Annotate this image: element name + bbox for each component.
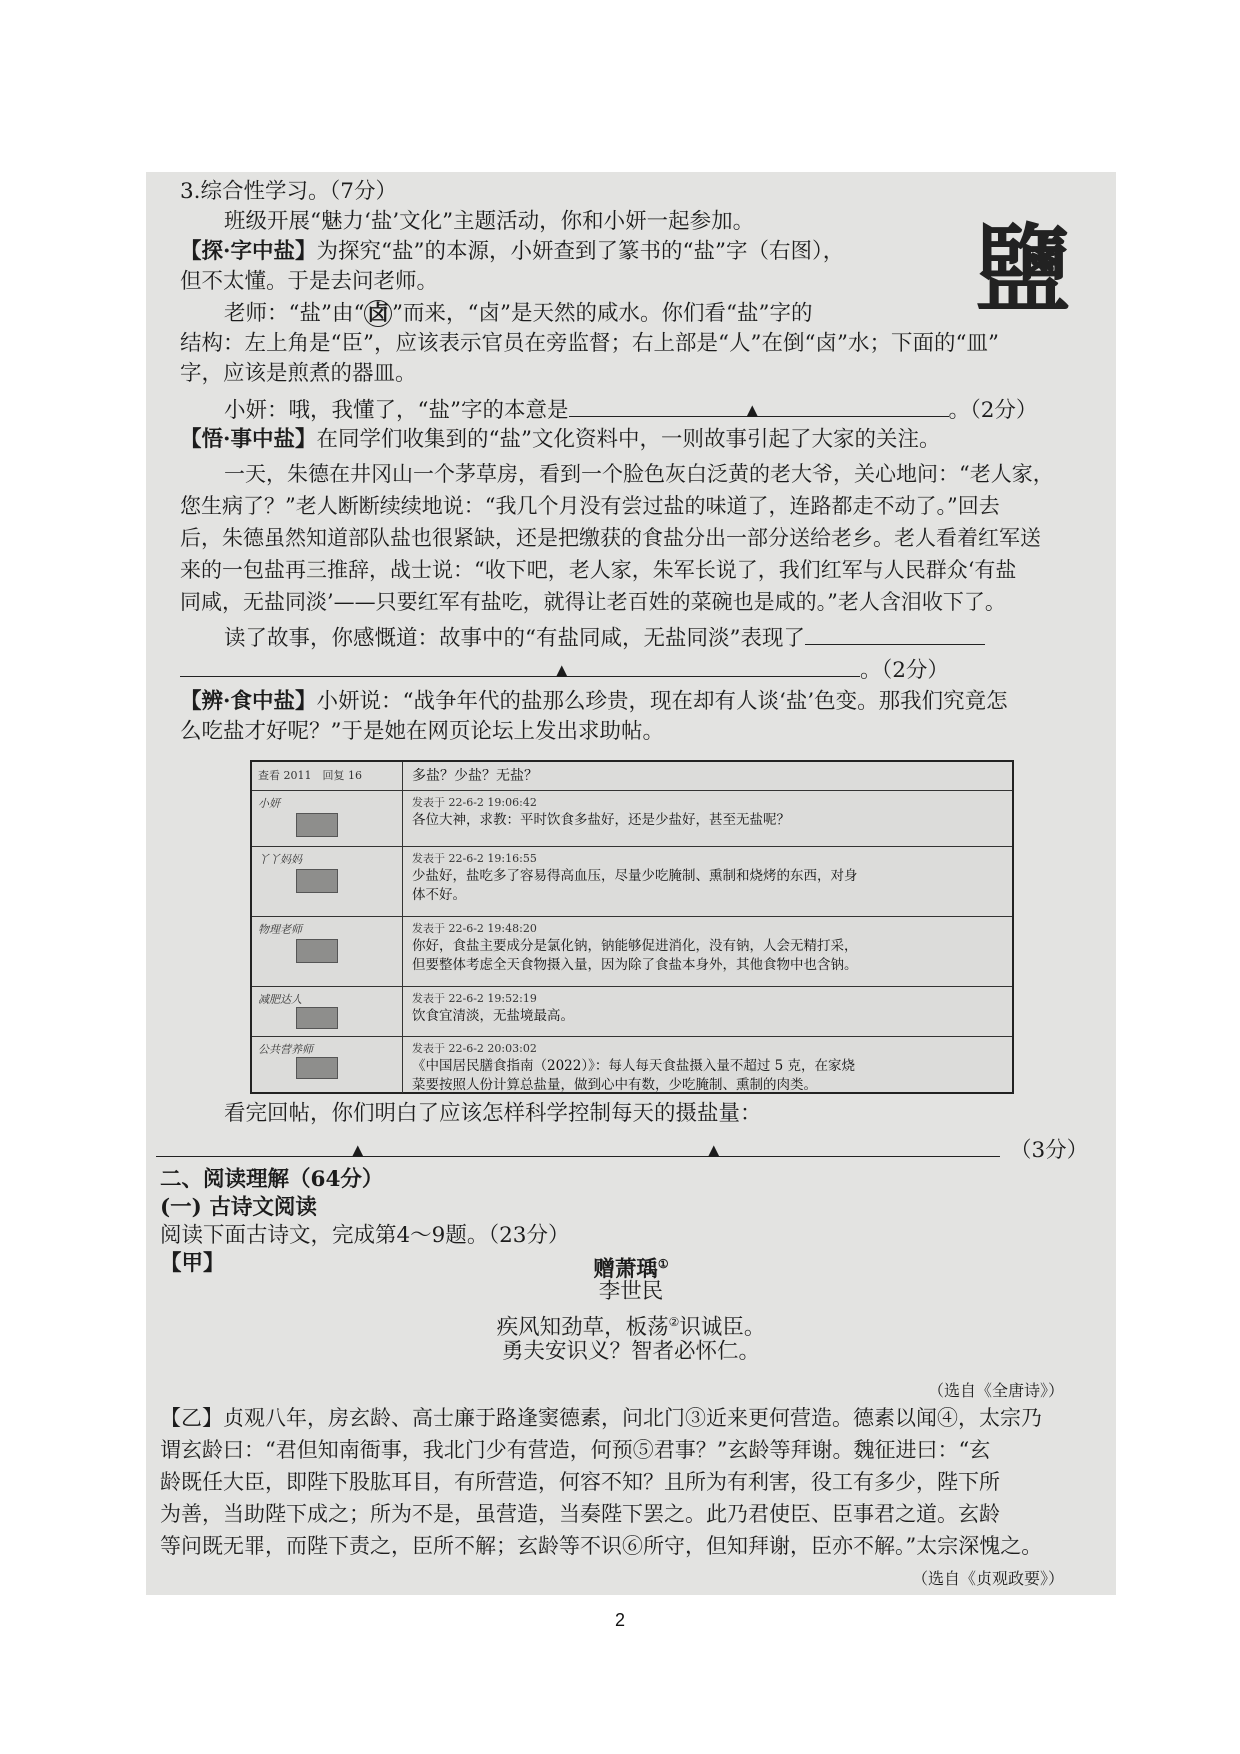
answer-blank-3[interactable]	[156, 1134, 1000, 1157]
story-line-4: 来的一包盐再三推辞，战士说：“收下吧，老人家，朱军长说了，我们红军与人民群众‘有盐	[180, 558, 1017, 582]
lu-glyph: 卤	[364, 300, 392, 327]
xiaoyan-text: 小妍：哦，我懂了，“盐”字的本意是	[224, 398, 569, 423]
poem-author: 李世民	[598, 1279, 664, 1304]
part3-line1	[180, 688, 1008, 716]
teacher-line3: 字，应该是煎煮的器皿。	[180, 361, 417, 386]
triangle-marker: ▲	[708, 1141, 720, 1159]
answer-blank-2a[interactable]	[805, 622, 985, 645]
section2-title: 二、阅读理解（64分）	[160, 1167, 384, 1192]
forum-post	[252, 916, 1012, 987]
yi-line-1: 【乙】贞观八年，房玄龄、高士廉于路逢窦德素，问北门③近来更何营造。德素以闻④，太宗乃	[160, 1406, 1042, 1430]
part2-line	[180, 426, 941, 454]
forum-header-row	[252, 762, 1012, 790]
part1-heading: 【探·字中盐】	[180, 239, 317, 264]
feel-line	[224, 622, 985, 653]
after-line: 看完回帖，你们明白了应该怎样科学控制每天的摄盐量：	[224, 1101, 762, 1126]
part3-text: 小妍说：“战争年代的盐那么珍贵，现在却有人谈‘盐’色变。那我们究竟怎	[316, 689, 1008, 714]
part2-text: 在同学们收集到的“盐”文化资料中，一则故事引起了大家的关注。	[316, 427, 941, 452]
post-text: 饮食宜清淡，无盐境最高。	[412, 1008, 574, 1024]
triangle-marker: ▲	[746, 401, 759, 419]
story-line-1: 一天，朱德在井冈山一个茅草房，看到一个脸色灰白泛黄的老大爷，关心地问：“老人家，	[224, 462, 1054, 486]
scanned-exam-page	[146, 172, 1116, 1595]
yi-source: （选自《贞观政要》）	[911, 1569, 1064, 1588]
story-line-2: 您生病了？”老人断断续续地说：“我几个月没有尝过盐的味道了，连路都走不动了。”回去	[180, 494, 1000, 518]
yi-line-2: 谓玄龄曰：“君但知南衙事，我北门少有营造，何预⑤君事？”玄龄等拜谢。魏征进曰：“玄	[160, 1438, 991, 1462]
poem-line-2: 勇夫安识义？智者必怀仁。	[501, 1339, 760, 1364]
user-avatar	[296, 1007, 338, 1029]
teacher-text-a: 老师：“盐”由“	[224, 301, 365, 326]
score-3pts: （3分）	[1010, 1138, 1089, 1163]
part2-heading: 【悟·事中盐】	[180, 427, 317, 452]
teacher-text-b: ”而来，“卤”是天然的咸水。你们看“盐”字的	[392, 301, 813, 326]
part3-line2: 么吃盐才好呢？”于是她在网页论坛上发出求助帖。	[180, 719, 664, 744]
yi-line-5: 等问既无罪，而陛下责之，臣所不解；玄龄等不识⑥所守，但知拜谢，臣亦不解。”太宗深愧之。	[160, 1534, 1043, 1558]
post-username: 减肥达人	[258, 993, 302, 1006]
page-number: 2	[614, 1610, 625, 1630]
yi-line-4: 为善，当助陛下成之；所为不是，虽营造，当奏陛下罢之。此乃君使臣、臣事君之道。玄龄	[160, 1502, 1000, 1526]
poem-title: 赠萧瑀①	[593, 1257, 669, 1283]
part1-text: 为探究“盐”的本源，小妍查到了篆书的“盐”字（右图），	[316, 239, 845, 264]
yi-line-3: 龄既任大臣，即陛下股肱耳目，有所营造，何容不知？且所为有利害，役工有多少，陛下所	[160, 1470, 1000, 1494]
post-time: 发表于 22-6-2 19:06:42	[412, 796, 537, 809]
answer-blank-2b[interactable]	[180, 654, 860, 677]
user-avatar	[296, 1057, 338, 1079]
post-username: 丫丫妈妈	[258, 853, 302, 866]
after-line-2	[156, 1134, 1088, 1165]
forum-post	[252, 986, 1012, 1037]
score-2pts: 。（2分）	[948, 398, 1038, 423]
post-time: 发表于 22-6-2 19:52:19	[412, 992, 537, 1005]
score-2pts-b: 。（2分）	[860, 658, 949, 683]
post-text: 各位大神，求教：平时饮食多盐好，还是少盐好，甚至无盐呢？	[412, 812, 790, 828]
forum-stats: 查看 2011 回复 16	[258, 769, 362, 782]
post-time: 发表于 22-6-2 20:03:02	[412, 1042, 537, 1055]
forum-thread-title: 多盐？少盐？无盐？	[412, 768, 538, 784]
story-line-5: 同咸，无盐同淡’——只要红军有盐吃，就得让老百姓的菜碗也是咸的。”老人含泪收下了。	[180, 590, 1006, 614]
post-username: 物理老师	[258, 923, 302, 936]
teacher-line1	[224, 300, 812, 328]
poem-line-1: 疾风知劲草，板荡②识诚臣。	[496, 1315, 766, 1341]
section2-instruction: 阅读下面古诗文，完成第4～9题。（23分）	[160, 1223, 570, 1248]
post-text: 你好，食盐主要成分是氯化钠，钠能够促进消化，没有钠，人会无精打采， 但要整体考虑全天食物摄入量，因为除了食盐本身外，其他食物中也含钠。	[412, 938, 858, 973]
post-username: 小妍	[258, 797, 280, 810]
part3-heading: 【辨·食中盐】	[180, 689, 317, 714]
q3-intro: 班级开展“魅力‘盐’文化”主题活动，你和小妍一起参加。	[224, 209, 755, 234]
answer-blank-1[interactable]	[569, 394, 949, 417]
forum-post	[252, 790, 1012, 847]
poem-source: （选自《全唐诗》）	[927, 1381, 1064, 1400]
forum-post	[252, 1036, 1012, 1093]
xiaoyan-line	[224, 394, 1037, 425]
user-avatar	[296, 869, 338, 893]
forum-post	[252, 846, 1012, 917]
part1-line1	[180, 238, 844, 266]
section2-sub1: (一) 古诗文阅读	[160, 1195, 317, 1220]
post-text: 少盐好，盐吃多了容易得高血压，尽量少吃腌制、熏制和烧烤的东西，对身 体不好。	[412, 868, 858, 903]
forum-screenshot	[250, 760, 1014, 1094]
user-avatar	[296, 939, 338, 963]
triangle-marker: ▲	[556, 661, 568, 679]
part1-line2: 但不太懂。于是去问老师。	[180, 269, 439, 294]
triangle-marker: ▲	[352, 1141, 364, 1159]
seal-script-salt-image: 鹽	[975, 213, 1071, 326]
post-username: 公共营养师	[258, 1043, 313, 1056]
feel-line-2	[180, 654, 949, 685]
jia-label: 【甲】	[160, 1251, 225, 1276]
post-time: 发表于 22-6-2 19:16:55	[412, 852, 537, 865]
teacher-line2: 结构：左上角是“臣”，应该表示官员在旁监督；右上部是“人”在倒“卤”水；下面的“皿”	[180, 331, 999, 356]
post-time: 发表于 22-6-2 19:48:20	[412, 922, 537, 935]
q3-title: 3.综合性学习。（7分）	[180, 179, 397, 204]
user-avatar	[296, 813, 338, 837]
story-line-3: 后，朱德虽然知道部队盐也很紧缺，还是把缴获的食盐分出一部分送给老乡。老人看着红军送	[180, 526, 1041, 550]
post-text: 《中国居民膳食指南（2022）》：每人每天食盐摄入量不超过 5 克，在家烧 菜要按照人份计算总盐量，做到心中有数，少吃腌制、熏制的肉类。	[412, 1058, 856, 1093]
feel-text: 读了故事，你感慨道：故事中的“有盐同咸，无盐同淡”表现了	[224, 626, 805, 651]
